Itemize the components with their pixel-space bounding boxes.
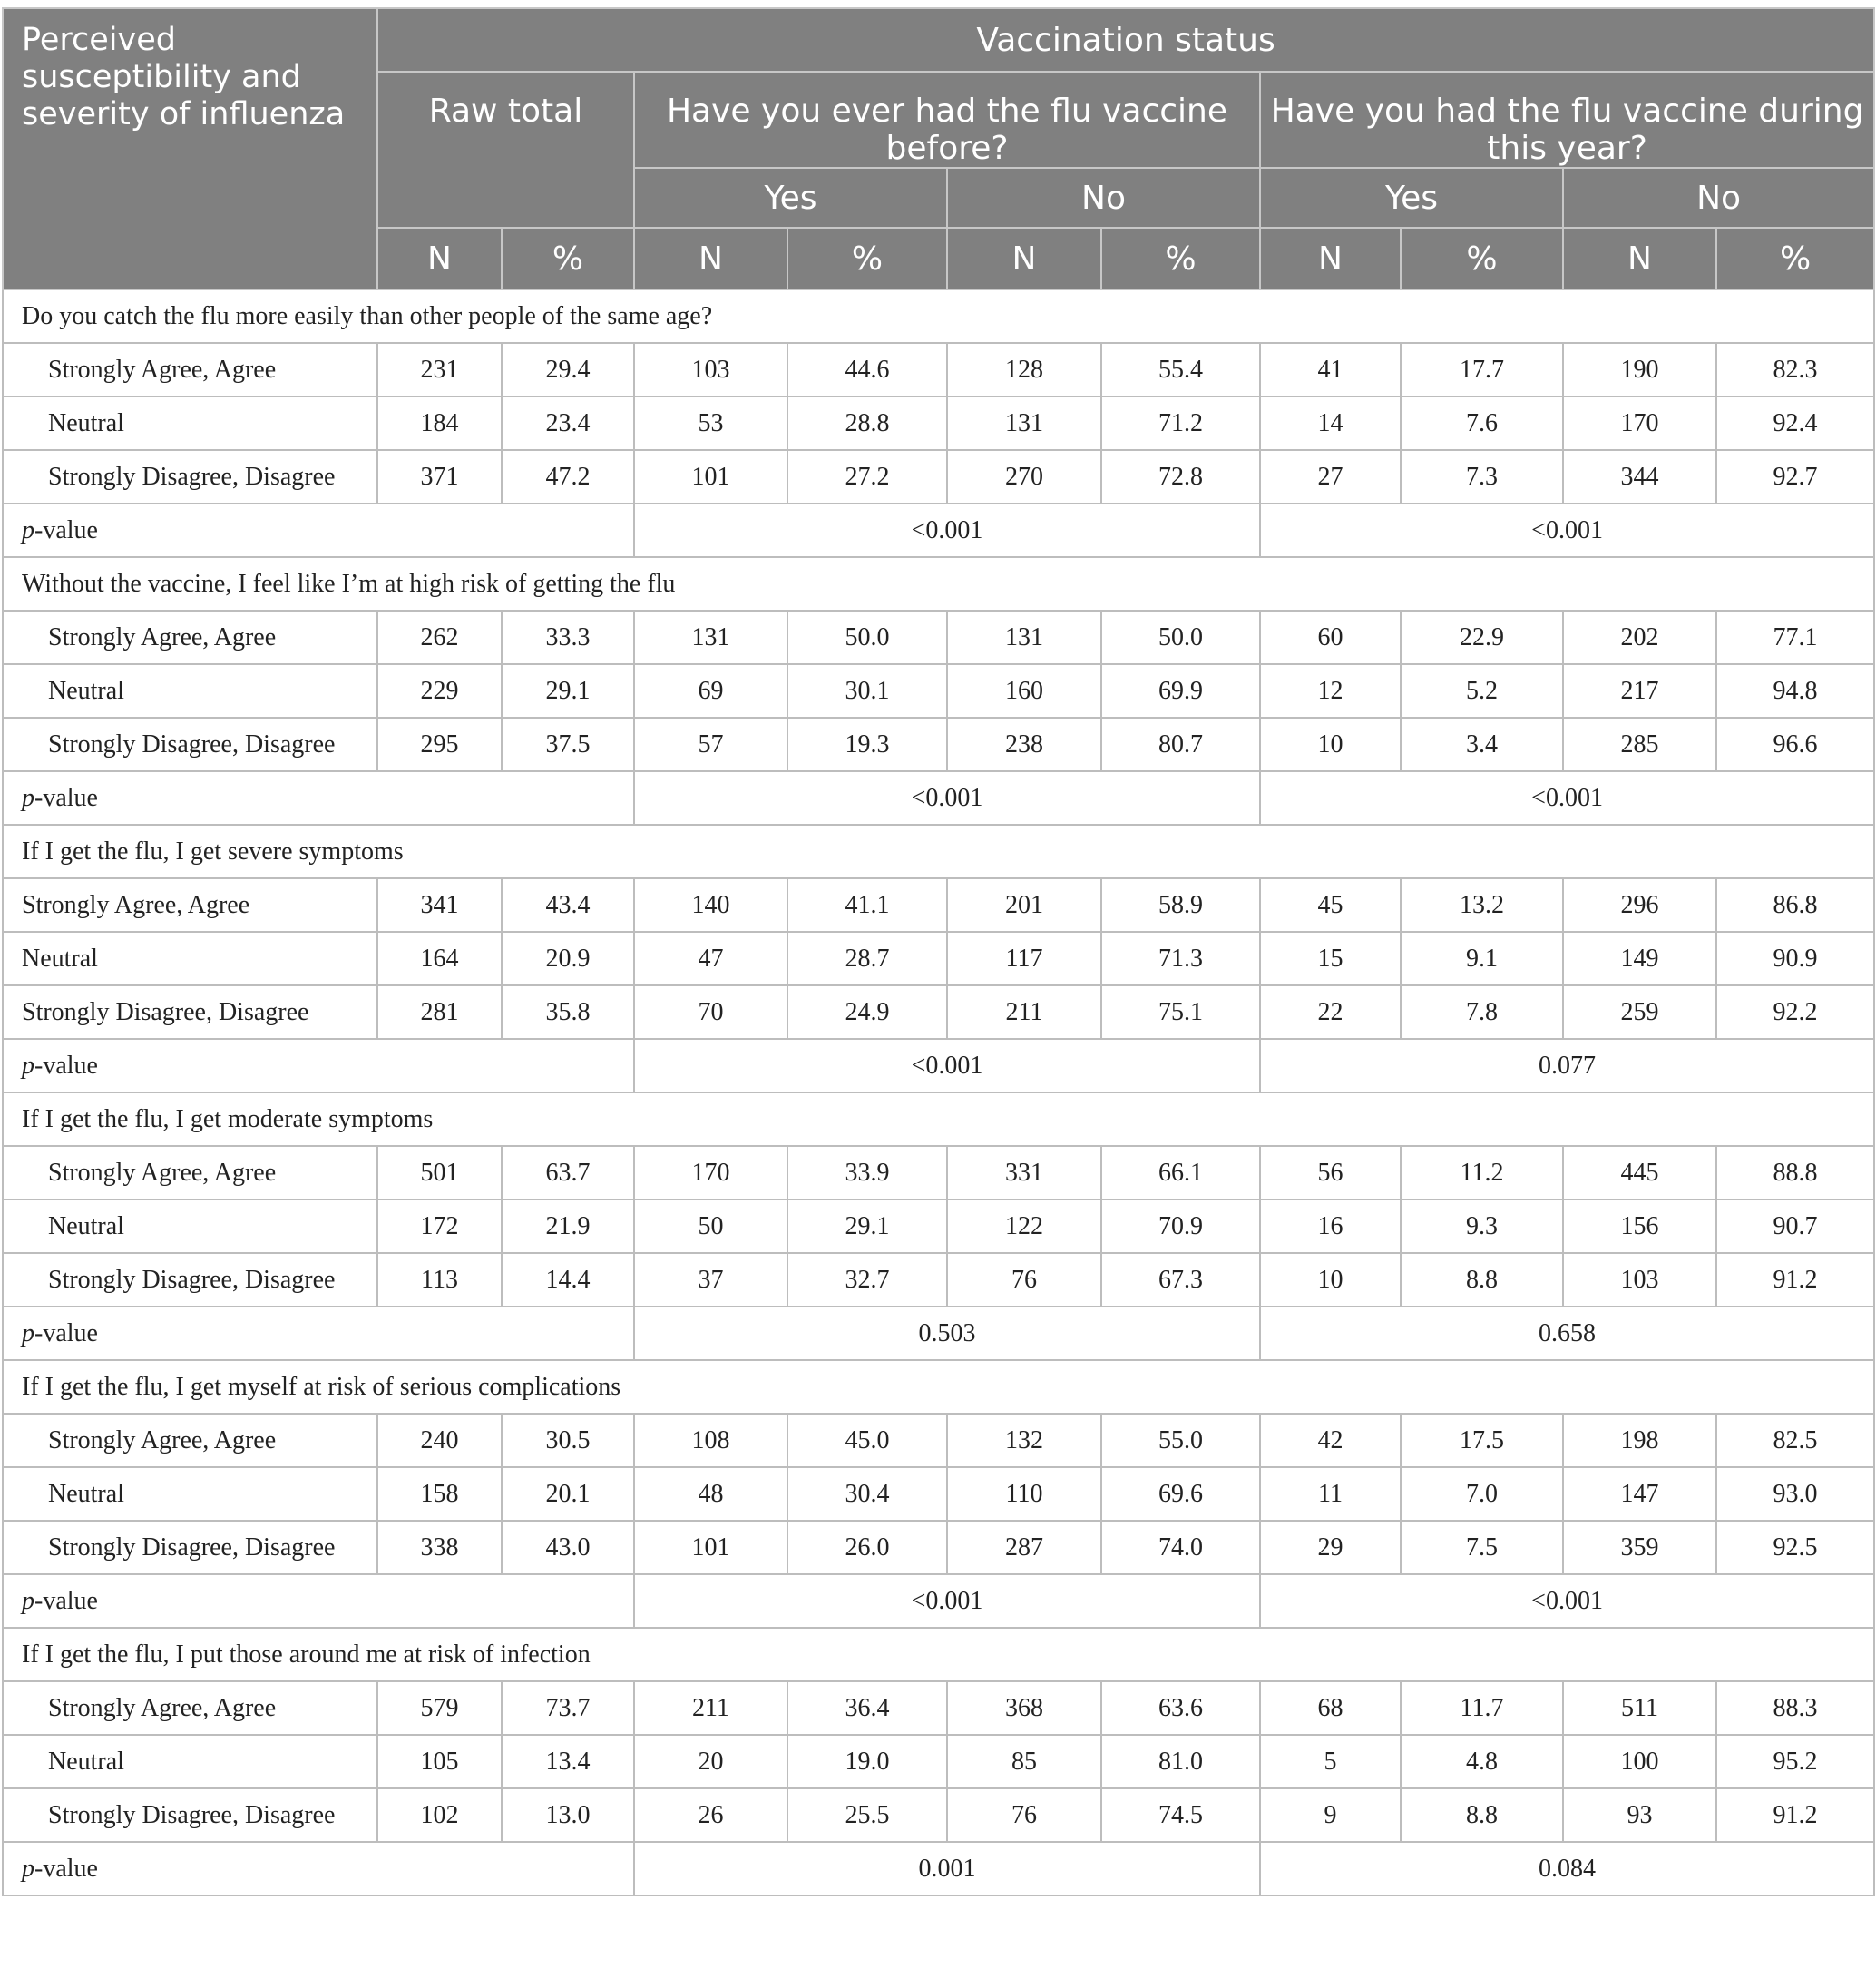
percent-cell: 5.2 bbox=[1401, 664, 1563, 718]
pct-header: % bbox=[1101, 228, 1260, 289]
question-row bbox=[3, 825, 1874, 878]
row-label: Strongly Agree, Agree bbox=[3, 611, 377, 664]
count-cell: 50 bbox=[634, 1200, 787, 1253]
percent-cell: 24.9 bbox=[787, 985, 947, 1039]
table-row bbox=[3, 1521, 1874, 1574]
percent-cell: 95.2 bbox=[1716, 1735, 1874, 1788]
row-label: Strongly Agree, Agree bbox=[3, 1414, 377, 1467]
percent-cell: 63.6 bbox=[1101, 1681, 1260, 1735]
row-label: Strongly Disagree, Disagree bbox=[3, 1521, 377, 1574]
pvalue-p: p bbox=[22, 1051, 34, 1080]
percent-cell: 50.0 bbox=[1101, 611, 1260, 664]
percent-cell: 96.6 bbox=[1716, 718, 1874, 771]
percent-cell: 69.9 bbox=[1101, 664, 1260, 718]
percent-cell: 43.4 bbox=[502, 878, 634, 932]
count-cell: 108 bbox=[634, 1414, 787, 1467]
count-cell: 341 bbox=[377, 878, 502, 932]
pvalue-year: 0.077 bbox=[1260, 1039, 1874, 1092]
count-cell: 48 bbox=[634, 1467, 787, 1521]
question-row bbox=[3, 1628, 1874, 1681]
percent-cell: 44.6 bbox=[787, 343, 947, 397]
count-cell: 20 bbox=[634, 1735, 787, 1788]
count-cell: 37 bbox=[634, 1253, 787, 1307]
ever-yes-header: Yes bbox=[634, 168, 947, 228]
year-no-header: No bbox=[1563, 168, 1874, 228]
pvalue-suffix: -value bbox=[34, 1854, 98, 1883]
percent-cell: 72.8 bbox=[1101, 450, 1260, 504]
pvalue-row bbox=[3, 1574, 1874, 1628]
table-row bbox=[3, 878, 1874, 932]
question-text: Do you catch the flu more easily than other people of the same age? bbox=[3, 289, 1874, 343]
count-cell: 10 bbox=[1260, 1253, 1401, 1307]
percent-cell: 33.9 bbox=[787, 1146, 947, 1200]
table-row bbox=[3, 1200, 1874, 1253]
pct-header: % bbox=[1401, 228, 1563, 289]
pvalue-year: 0.084 bbox=[1260, 1842, 1874, 1895]
table-row bbox=[3, 1788, 1874, 1842]
count-cell: 229 bbox=[377, 664, 502, 718]
count-cell: 105 bbox=[377, 1735, 502, 1788]
count-cell: 93 bbox=[1563, 1788, 1716, 1842]
ever-no-header: No bbox=[947, 168, 1260, 228]
count-cell: 102 bbox=[377, 1788, 502, 1842]
count-cell: 27 bbox=[1260, 450, 1401, 504]
table-row bbox=[3, 985, 1874, 1039]
percent-cell: 30.1 bbox=[787, 664, 947, 718]
pct-header: % bbox=[787, 228, 947, 289]
percent-cell: 30.5 bbox=[502, 1414, 634, 1467]
percent-cell: 29.1 bbox=[502, 664, 634, 718]
year-vaccine-header: Have you had the flu vaccine during this year? bbox=[1260, 72, 1874, 168]
percent-cell: 73.7 bbox=[502, 1681, 634, 1735]
count-cell: 131 bbox=[947, 397, 1101, 450]
pvalue-ever: 0.001 bbox=[634, 1842, 1260, 1895]
percent-cell: 71.3 bbox=[1101, 932, 1260, 985]
pvalue-suffix: -value bbox=[34, 1051, 98, 1080]
row-label: Neutral bbox=[3, 932, 377, 985]
percent-cell: 37.5 bbox=[502, 718, 634, 771]
pct-header: % bbox=[502, 228, 634, 289]
count-cell: 16 bbox=[1260, 1200, 1401, 1253]
row-label: Neutral bbox=[3, 1735, 377, 1788]
percent-cell: 80.7 bbox=[1101, 718, 1260, 771]
percent-cell: 94.8 bbox=[1716, 664, 1874, 718]
pvalue-ever: <0.001 bbox=[634, 771, 1260, 825]
percent-cell: 19.3 bbox=[787, 718, 947, 771]
row-label: Neutral bbox=[3, 1467, 377, 1521]
percent-cell: 13.2 bbox=[1401, 878, 1563, 932]
count-cell: 101 bbox=[634, 1521, 787, 1574]
count-cell: 331 bbox=[947, 1146, 1101, 1200]
count-cell: 164 bbox=[377, 932, 502, 985]
percent-cell: 74.5 bbox=[1101, 1788, 1260, 1842]
count-cell: 131 bbox=[634, 611, 787, 664]
count-cell: 103 bbox=[634, 343, 787, 397]
percent-cell: 41.1 bbox=[787, 878, 947, 932]
count-cell: 217 bbox=[1563, 664, 1716, 718]
percent-cell: 81.0 bbox=[1101, 1735, 1260, 1788]
n-header: N bbox=[947, 228, 1101, 289]
percent-cell: 93.0 bbox=[1716, 1467, 1874, 1521]
count-cell: 41 bbox=[1260, 343, 1401, 397]
count-cell: 132 bbox=[947, 1414, 1101, 1467]
percent-cell: 92.5 bbox=[1716, 1521, 1874, 1574]
percent-cell: 28.8 bbox=[787, 397, 947, 450]
count-cell: 184 bbox=[377, 397, 502, 450]
pvalue-row bbox=[3, 1039, 1874, 1092]
count-cell: 202 bbox=[1563, 611, 1716, 664]
percent-cell: 17.5 bbox=[1401, 1414, 1563, 1467]
count-cell: 149 bbox=[1563, 932, 1716, 985]
count-cell: 70 bbox=[634, 985, 787, 1039]
count-cell: 56 bbox=[1260, 1146, 1401, 1200]
pvalue-ever: <0.001 bbox=[634, 504, 1260, 557]
percent-cell: 50.0 bbox=[787, 611, 947, 664]
count-cell: 76 bbox=[947, 1788, 1101, 1842]
table-row bbox=[3, 1735, 1874, 1788]
percent-cell: 43.0 bbox=[502, 1521, 634, 1574]
percent-cell: 88.3 bbox=[1716, 1681, 1874, 1735]
count-cell: 117 bbox=[947, 932, 1101, 985]
count-cell: 101 bbox=[634, 450, 787, 504]
count-cell: 285 bbox=[1563, 718, 1716, 771]
pvalue-p: p bbox=[22, 1586, 34, 1615]
count-cell: 122 bbox=[947, 1200, 1101, 1253]
pct-header: % bbox=[1716, 228, 1874, 289]
count-cell: 231 bbox=[377, 343, 502, 397]
count-cell: 69 bbox=[634, 664, 787, 718]
percent-cell: 55.4 bbox=[1101, 343, 1260, 397]
count-cell: 198 bbox=[1563, 1414, 1716, 1467]
percent-cell: 7.3 bbox=[1401, 450, 1563, 504]
percent-cell: 92.4 bbox=[1716, 397, 1874, 450]
table-row bbox=[3, 611, 1874, 664]
percent-cell: 13.4 bbox=[502, 1735, 634, 1788]
count-cell: 262 bbox=[377, 611, 502, 664]
count-cell: 15 bbox=[1260, 932, 1401, 985]
n-header: N bbox=[634, 228, 787, 289]
percent-cell: 9.3 bbox=[1401, 1200, 1563, 1253]
percent-cell: 33.3 bbox=[502, 611, 634, 664]
percent-cell: 75.1 bbox=[1101, 985, 1260, 1039]
pvalue-label bbox=[3, 1842, 634, 1895]
percent-cell: 25.5 bbox=[787, 1788, 947, 1842]
percent-cell: 90.7 bbox=[1716, 1200, 1874, 1253]
pvalue-p: p bbox=[22, 783, 34, 812]
count-cell: 201 bbox=[947, 878, 1101, 932]
row-label: Neutral bbox=[3, 1200, 377, 1253]
count-cell: 281 bbox=[377, 985, 502, 1039]
pvalue-label bbox=[3, 771, 634, 825]
pvalue-suffix: -value bbox=[34, 1318, 98, 1347]
results-table bbox=[2, 7, 1875, 1896]
count-cell: 47 bbox=[634, 932, 787, 985]
percent-cell: 91.2 bbox=[1716, 1253, 1874, 1307]
percent-cell: 36.4 bbox=[787, 1681, 947, 1735]
count-cell: 100 bbox=[1563, 1735, 1716, 1788]
count-cell: 359 bbox=[1563, 1521, 1716, 1574]
table-row bbox=[3, 343, 1874, 397]
percent-cell: 3.4 bbox=[1401, 718, 1563, 771]
table-row bbox=[3, 397, 1874, 450]
row-label: Strongly Disagree, Disagree bbox=[3, 985, 377, 1039]
percent-cell: 4.8 bbox=[1401, 1735, 1563, 1788]
percent-cell: 21.9 bbox=[502, 1200, 634, 1253]
percent-cell: 7.8 bbox=[1401, 985, 1563, 1039]
count-cell: 11 bbox=[1260, 1467, 1401, 1521]
pvalue-suffix: -value bbox=[34, 515, 98, 544]
count-cell: 287 bbox=[947, 1521, 1101, 1574]
count-cell: 57 bbox=[634, 718, 787, 771]
percent-cell: 14.4 bbox=[502, 1253, 634, 1307]
pvalue-ever: 0.503 bbox=[634, 1307, 1260, 1360]
year-yes-header: Yes bbox=[1260, 168, 1563, 228]
percent-cell: 71.2 bbox=[1101, 397, 1260, 450]
count-cell: 211 bbox=[947, 985, 1101, 1039]
pvalue-row bbox=[3, 504, 1874, 557]
count-cell: 579 bbox=[377, 1681, 502, 1735]
row-label: Strongly Agree, Agree bbox=[3, 1681, 377, 1735]
question-text: If I get the flu, I get myself at risk of serious complications bbox=[3, 1360, 1874, 1414]
table-row bbox=[3, 1253, 1874, 1307]
count-cell: 53 bbox=[634, 397, 787, 450]
pvalue-row bbox=[3, 1307, 1874, 1360]
question-row bbox=[3, 289, 1874, 343]
percent-cell: 67.3 bbox=[1101, 1253, 1260, 1307]
count-cell: 344 bbox=[1563, 450, 1716, 504]
n-header: N bbox=[1260, 228, 1401, 289]
percent-cell: 29.1 bbox=[787, 1200, 947, 1253]
count-cell: 511 bbox=[1563, 1681, 1716, 1735]
pvalue-year: <0.001 bbox=[1260, 1574, 1874, 1628]
count-cell: 42 bbox=[1260, 1414, 1401, 1467]
percent-cell: 22.9 bbox=[1401, 611, 1563, 664]
count-cell: 501 bbox=[377, 1146, 502, 1200]
percent-cell: 70.9 bbox=[1101, 1200, 1260, 1253]
percent-cell: 55.0 bbox=[1101, 1414, 1260, 1467]
percent-cell: 32.7 bbox=[787, 1253, 947, 1307]
pvalue-p: p bbox=[22, 1854, 34, 1883]
percent-cell: 86.8 bbox=[1716, 878, 1874, 932]
percent-cell: 82.5 bbox=[1716, 1414, 1874, 1467]
count-cell: 147 bbox=[1563, 1467, 1716, 1521]
percent-cell: 88.8 bbox=[1716, 1146, 1874, 1200]
count-cell: 5 bbox=[1260, 1735, 1401, 1788]
row-label: Strongly Disagree, Disagree bbox=[3, 718, 377, 771]
percent-cell: 66.1 bbox=[1101, 1146, 1260, 1200]
question-row bbox=[3, 1092, 1874, 1146]
n-header: N bbox=[377, 228, 502, 289]
count-cell: 190 bbox=[1563, 343, 1716, 397]
table-row bbox=[3, 1467, 1874, 1521]
row-label: Strongly Agree, Agree bbox=[3, 1146, 377, 1200]
percent-cell: 58.9 bbox=[1101, 878, 1260, 932]
percent-cell: 92.7 bbox=[1716, 450, 1874, 504]
question-row bbox=[3, 557, 1874, 611]
row-label: Strongly Disagree, Disagree bbox=[3, 1788, 377, 1842]
count-cell: 259 bbox=[1563, 985, 1716, 1039]
count-cell: 240 bbox=[377, 1414, 502, 1467]
question-text: Without the vaccine, I feel like I’m at high risk of getting the flu bbox=[3, 557, 1874, 611]
row-label: Neutral bbox=[3, 664, 377, 718]
percent-cell: 92.2 bbox=[1716, 985, 1874, 1039]
percent-cell: 28.7 bbox=[787, 932, 947, 985]
pvalue-label bbox=[3, 1307, 634, 1360]
table-row bbox=[3, 1681, 1874, 1735]
group-header: Vaccination status bbox=[377, 8, 1874, 72]
row-label: Strongly Disagree, Disagree bbox=[3, 1253, 377, 1307]
pvalue-row bbox=[3, 1842, 1874, 1895]
count-cell: 170 bbox=[1563, 397, 1716, 450]
percent-cell: 17.7 bbox=[1401, 343, 1563, 397]
percent-cell: 27.2 bbox=[787, 450, 947, 504]
count-cell: 270 bbox=[947, 450, 1101, 504]
count-cell: 60 bbox=[1260, 611, 1401, 664]
percent-cell: 11.7 bbox=[1401, 1681, 1563, 1735]
question-text: If I get the flu, I put those around me at risk of infection bbox=[3, 1628, 1874, 1681]
count-cell: 14 bbox=[1260, 397, 1401, 450]
question-row bbox=[3, 1360, 1874, 1414]
count-cell: 128 bbox=[947, 343, 1101, 397]
table-body bbox=[3, 289, 1874, 1895]
table-row bbox=[3, 932, 1874, 985]
percent-cell: 7.6 bbox=[1401, 397, 1563, 450]
corner-header: Perceived susceptibility and severity of influenza bbox=[3, 8, 377, 289]
percent-cell: 30.4 bbox=[787, 1467, 947, 1521]
percent-cell: 13.0 bbox=[502, 1788, 634, 1842]
count-cell: 110 bbox=[947, 1467, 1101, 1521]
percent-cell: 9.1 bbox=[1401, 932, 1563, 985]
table-header bbox=[3, 8, 1874, 289]
count-cell: 296 bbox=[1563, 878, 1716, 932]
count-cell: 29 bbox=[1260, 1521, 1401, 1574]
question-text: If I get the flu, I get severe symptoms bbox=[3, 825, 1874, 878]
percent-cell: 69.6 bbox=[1101, 1467, 1260, 1521]
count-cell: 160 bbox=[947, 664, 1101, 718]
row-label: Strongly Agree, Agree bbox=[3, 878, 377, 932]
percent-cell: 20.9 bbox=[502, 932, 634, 985]
count-cell: 170 bbox=[634, 1146, 787, 1200]
ever-vaccine-header: Have you ever had the flu vaccine before? bbox=[634, 72, 1260, 168]
question-text: If I get the flu, I get moderate symptoms bbox=[3, 1092, 1874, 1146]
percent-cell: 91.2 bbox=[1716, 1788, 1874, 1842]
pvalue-label bbox=[3, 1039, 634, 1092]
pvalue-year: <0.001 bbox=[1260, 504, 1874, 557]
count-cell: 158 bbox=[377, 1467, 502, 1521]
percent-cell: 8.8 bbox=[1401, 1253, 1563, 1307]
pvalue-p: p bbox=[22, 1318, 34, 1347]
percent-cell: 20.1 bbox=[502, 1467, 634, 1521]
percent-cell: 35.8 bbox=[502, 985, 634, 1039]
count-cell: 140 bbox=[634, 878, 787, 932]
count-cell: 172 bbox=[377, 1200, 502, 1253]
table-row bbox=[3, 450, 1874, 504]
count-cell: 12 bbox=[1260, 664, 1401, 718]
count-cell: 445 bbox=[1563, 1146, 1716, 1200]
raw-total-header: Raw total bbox=[377, 72, 634, 228]
percent-cell: 26.0 bbox=[787, 1521, 947, 1574]
pvalue-ever: <0.001 bbox=[634, 1039, 1260, 1092]
row-label: Strongly Agree, Agree bbox=[3, 343, 377, 397]
percent-cell: 7.5 bbox=[1401, 1521, 1563, 1574]
table-row bbox=[3, 1146, 1874, 1200]
count-cell: 131 bbox=[947, 611, 1101, 664]
count-cell: 371 bbox=[377, 450, 502, 504]
count-cell: 295 bbox=[377, 718, 502, 771]
percent-cell: 19.0 bbox=[787, 1735, 947, 1788]
count-cell: 238 bbox=[947, 718, 1101, 771]
count-cell: 338 bbox=[377, 1521, 502, 1574]
percent-cell: 29.4 bbox=[502, 343, 634, 397]
count-cell: 211 bbox=[634, 1681, 787, 1735]
pvalue-year: <0.001 bbox=[1260, 771, 1874, 825]
count-cell: 22 bbox=[1260, 985, 1401, 1039]
percent-cell: 74.0 bbox=[1101, 1521, 1260, 1574]
percent-cell: 7.0 bbox=[1401, 1467, 1563, 1521]
count-cell: 368 bbox=[947, 1681, 1101, 1735]
percent-cell: 11.2 bbox=[1401, 1146, 1563, 1200]
n-header: N bbox=[1563, 228, 1716, 289]
pvalue-label bbox=[3, 1574, 634, 1628]
percent-cell: 90.9 bbox=[1716, 932, 1874, 985]
count-cell: 26 bbox=[634, 1788, 787, 1842]
count-cell: 156 bbox=[1563, 1200, 1716, 1253]
row-label: Neutral bbox=[3, 397, 377, 450]
table-row bbox=[3, 664, 1874, 718]
percent-cell: 47.2 bbox=[502, 450, 634, 504]
pvalue-label bbox=[3, 504, 634, 557]
pvalue-suffix: -value bbox=[34, 783, 98, 812]
pvalue-row bbox=[3, 771, 1874, 825]
count-cell: 10 bbox=[1260, 718, 1401, 771]
pvalue-p: p bbox=[22, 515, 34, 544]
count-cell: 103 bbox=[1563, 1253, 1716, 1307]
pvalue-year: 0.658 bbox=[1260, 1307, 1874, 1360]
count-cell: 68 bbox=[1260, 1681, 1401, 1735]
percent-cell: 45.0 bbox=[787, 1414, 947, 1467]
pvalue-ever: <0.001 bbox=[634, 1574, 1260, 1628]
count-cell: 85 bbox=[947, 1735, 1101, 1788]
percent-cell: 63.7 bbox=[502, 1146, 634, 1200]
percent-cell: 23.4 bbox=[502, 397, 634, 450]
row-label: Strongly Disagree, Disagree bbox=[3, 450, 377, 504]
count-cell: 76 bbox=[947, 1253, 1101, 1307]
table-row bbox=[3, 718, 1874, 771]
percent-cell: 77.1 bbox=[1716, 611, 1874, 664]
percent-cell: 8.8 bbox=[1401, 1788, 1563, 1842]
count-cell: 113 bbox=[377, 1253, 502, 1307]
count-cell: 45 bbox=[1260, 878, 1401, 932]
count-cell: 9 bbox=[1260, 1788, 1401, 1842]
table-row bbox=[3, 1414, 1874, 1467]
pvalue-suffix: -value bbox=[34, 1586, 98, 1615]
percent-cell: 82.3 bbox=[1716, 343, 1874, 397]
